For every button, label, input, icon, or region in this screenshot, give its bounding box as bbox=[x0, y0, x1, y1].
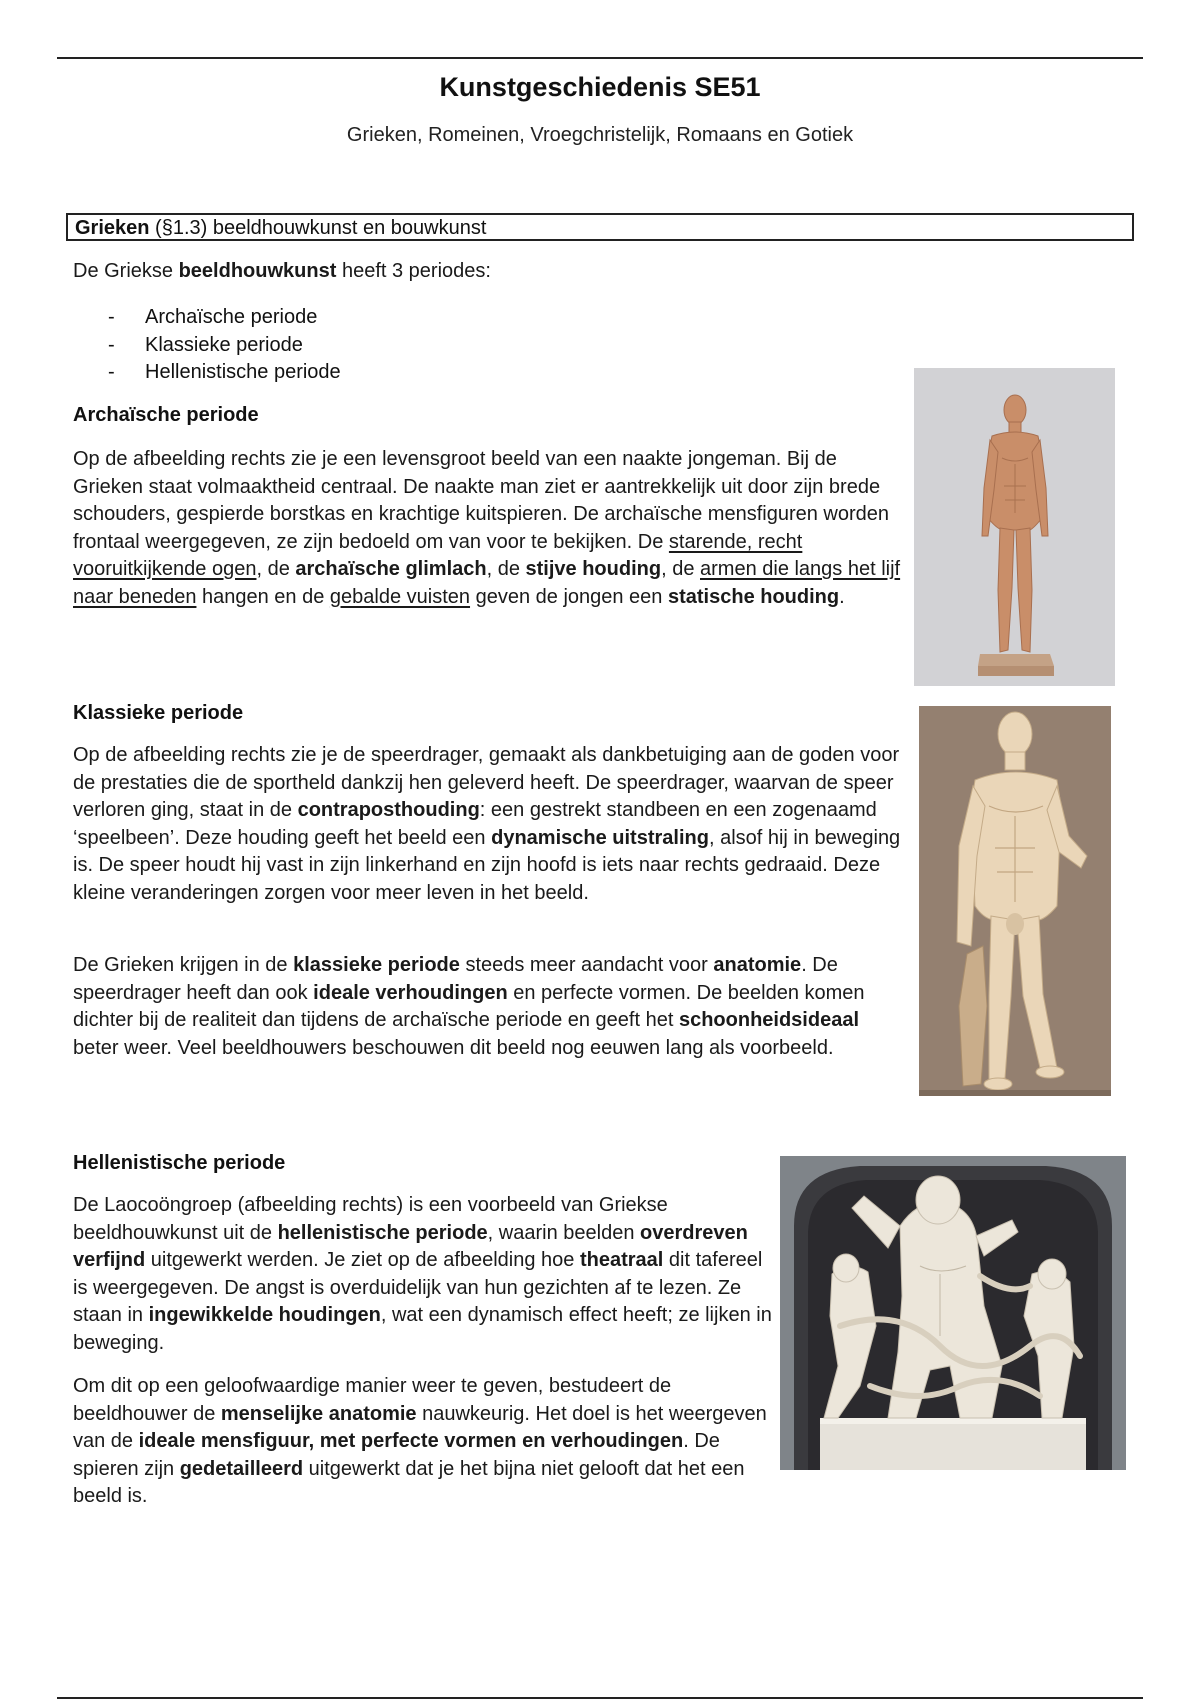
archaic-paragraph: Op de afbeelding rechts zie je een levensgroot beeld van een naakte jongeman. Bij de Grieken staat volmaaktheid centraal. De naakte man ziet er aantrekkelijk uit door zijn brede schouders, gespierde borstkas en krachtige kuitspieren. De archaïsche mensfiguren worden frontaal weergegeven, ze zijn bedoeld om van voor te bekijken. De starende, recht vooruitkijkende ogen, de archaïsche glimlach, de stijve houding, de armen die langs het lijf naar beneden hangen en de gebalde vuisten geven de jongen een statische houding. bbox=[73, 448, 901, 608]
top-rule bbox=[57, 57, 1143, 59]
classic-heading: Klassieke periode bbox=[73, 702, 244, 724]
laocoon-image bbox=[780, 1156, 1126, 1470]
list-item: - Hellenistische periode bbox=[73, 359, 341, 387]
hellenistic-paragraph-2: Om dit op een geloofwaardige manier weer te geven, bestudeert de beeldhouwer de menselijke anatomie nauwkeurig. Het doel is het weergeven van de ideale mensfiguur, met perfecte vormen en verhoudingen. De spieren zijn gedetailleerd uitgewerkt dat je het bijna niet gelooft dat het een beeld is. bbox=[73, 1375, 767, 1507]
bottom-rule bbox=[57, 1697, 1143, 1699]
list-item: - Klassieke periode bbox=[73, 332, 341, 360]
classic-paragraph-2: De Grieken krijgen in de klassieke periode steeds meer aandacht voor anatomie. De speerdrager heeft dan ook ideale verhoudingen en perfecte vormen. De beelden komen dichter bij de realiteit dan tijdens de archaïsche periode en geeft het schoonheidsideaal beter weer. Veel beeldhouwers beschouwen dit beeld nog eeuwen lang als voorbeeld. bbox=[73, 954, 865, 1059]
page-title: Kunstgeschiedenis SE51 bbox=[439, 72, 761, 102]
hellenistic-paragraph-1: De Laocoöngroep (afbeelding rechts) is een voorbeeld van Griekse beeldhouwkunst uit de hellenistische periode, waarin beelden overdreven verfijnd uitgewerkt werden. Je ziet op de afbeelding hoe theatraal dit tafereel is weergegeven. De angst is overduidelijk van hun gezichten af te lezen. Ze staan in ingewikkelde houdingen, wat een dynamisch effect heeft; ze lijken in beweging. bbox=[73, 1194, 772, 1354]
page-subtitle: Grieken, Romeinen, Vroegchristelijk, Romaans en Gotiek bbox=[346, 124, 854, 146]
intro-text: De Griekse beeldhouwkunst heeft 3 periodes: bbox=[73, 260, 491, 282]
section-title-bold: Grieken bbox=[75, 217, 150, 239]
list-item: - Archaïsche periode bbox=[73, 304, 341, 332]
section-heading-box bbox=[66, 213, 1134, 241]
classic-paragraph-1: Op de afbeelding rechts zie je de speerdrager, gemaakt als dankbetuiging aan de goden voor de prestaties die de sportheld dankzij hen geleverd heeft. De speerdrager, waarvan de speer verloren ging, staat in de contraposthouding: een gestrekt standbeen en een zogenaamd ‘speelbeen’. Deze houding geeft het beeld een dynamische uitstraling, alsof hij in beweging is. De speer houdt hij vast in zijn linkerhand en zijn hoofd is iets naar rechts gedraaid. Deze kleine veranderingen zorgen voor meer leven in het beeld. bbox=[73, 744, 901, 904]
doryphoros-image bbox=[919, 706, 1111, 1096]
kouros-image bbox=[914, 368, 1115, 686]
hellenistic-heading: Hellenistische periode bbox=[73, 1152, 286, 1174]
archaic-heading: Archaïsche periode bbox=[73, 404, 259, 426]
section-title-rest: (§1.3) beeldhouwkunst en bouwkunst bbox=[149, 217, 487, 239]
periods-list bbox=[73, 304, 341, 387]
